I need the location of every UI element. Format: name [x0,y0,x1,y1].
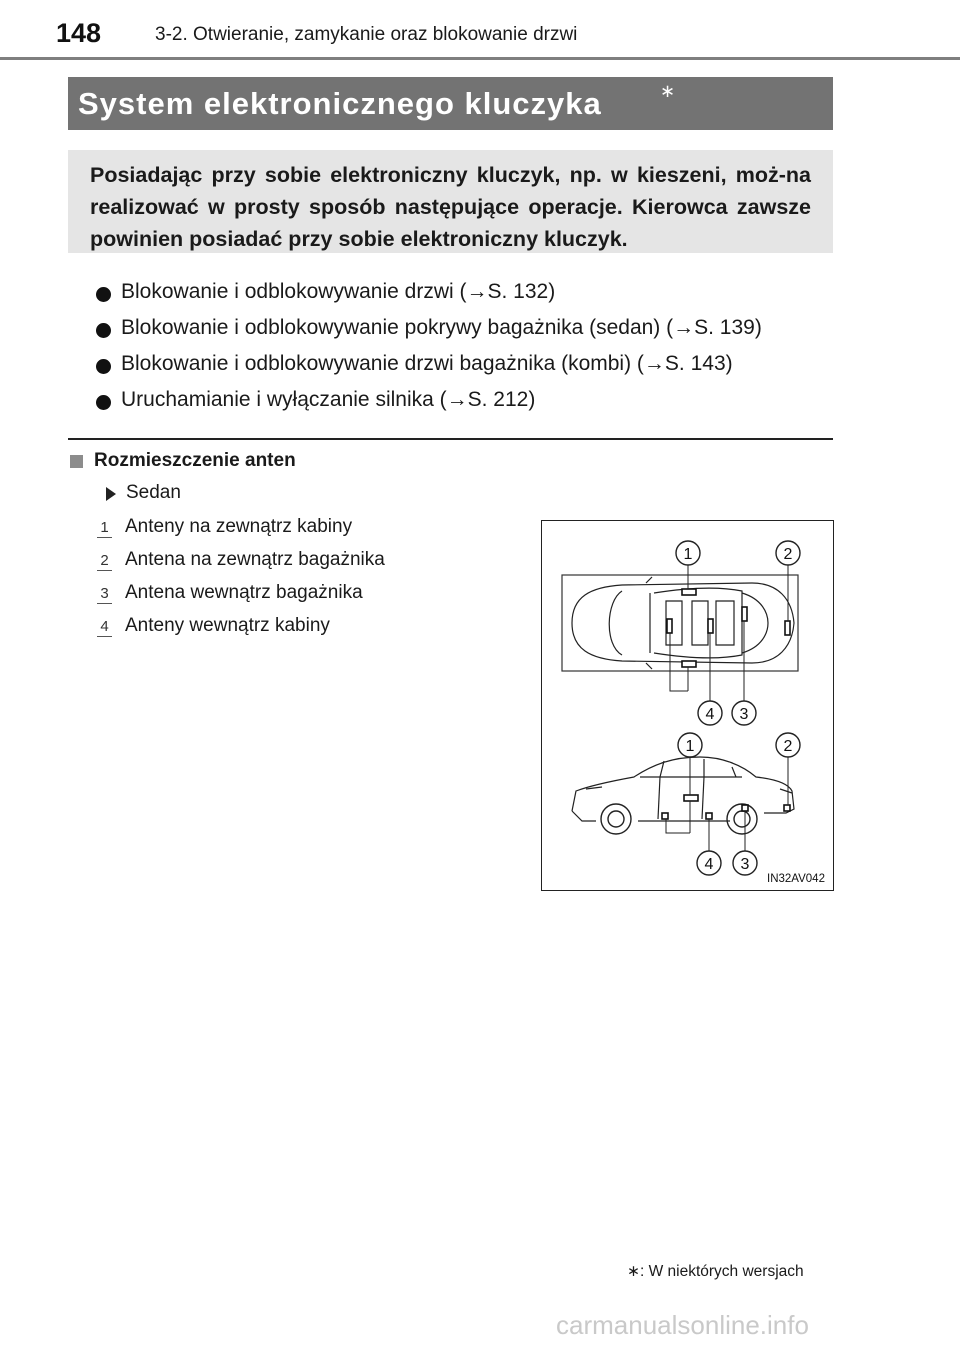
legend-number: 4 [96,617,113,637]
car-diagram-illustration [542,521,835,892]
legend-number: 2 [96,551,113,571]
chapter-title: 3-2. Otwieranie, zamykanie oraz blokowanie drzwi [155,24,578,45]
bullet-dot-icon [96,323,111,338]
list-item [96,280,836,316]
watermark: carmanualsonline.info [556,1310,809,1340]
bullet-dot-icon [96,359,111,374]
intro-box [68,150,833,253]
square-bullet-icon [70,455,83,468]
list-item-text: Uruchamianie i wyłączanie silnika (→S. 212) [121,388,536,411]
callout-side-4: 4 [704,856,714,873]
callout-top-4: 4 [705,706,715,723]
operation-list [96,280,836,424]
triangle-right-icon [106,487,116,501]
legend-text: Anteny na zewnątrz kabiny [125,516,353,537]
callout-side-1: 1 [685,738,695,755]
list-item-text: Blokowanie i odblokowywanie drzwi (→S. 132) [121,280,556,303]
callout-top-3: 3 [739,706,749,723]
legend-number: 1 [96,518,113,538]
section-title-bar [68,77,833,130]
figure-code: IN32AV042 [767,873,825,885]
title-footnote-marker: ∗ [660,81,676,101]
legend-text: Anteny wewnątrz kabiny [125,615,330,636]
legend-number: 3 [96,584,113,604]
callout-top-1: 1 [683,546,693,563]
footnote: ∗: W niektórych wersjach [627,1263,804,1280]
callout-side-3: 3 [740,856,750,873]
bullet-dot-icon [96,395,111,410]
section-heading: Rozmieszczenie anten [94,450,296,471]
list-item [96,352,836,388]
section-divider [68,438,833,440]
bullet-dot-icon [96,287,111,302]
list-item-text: Blokowanie i odblokowywanie pokrywy bagażnika (sedan) (→S. 139) [121,316,762,339]
antenna-diagram [541,520,834,891]
list-item [96,316,836,352]
header-divider [0,57,960,60]
list-item-text: Blokowanie i odblokowywanie drzwi bagażnika (kombi) (→S. 143) [121,352,733,375]
legend-text: Antena na zewnątrz bagażnika [125,549,385,570]
callout-side-2: 2 [783,738,793,755]
intro-text: Posiadając przy sobie elektroniczny kluczyk, np. w kieszeni, moż-na realizować w prosty sposób następujące operacje. Kierowca zawsze powinien posiadać przy sobie elektroniczny kluczyk. [90,163,811,251]
callout-top-2: 2 [783,546,793,563]
legend-text: Antena wewnątrz bagażnika [125,582,363,603]
list-item [96,388,836,424]
page-number: 148 [56,18,102,48]
page-header [0,0,960,60]
page-title: System elektronicznego kluczyka [78,86,602,121]
subsection-label: Sedan [126,482,181,503]
